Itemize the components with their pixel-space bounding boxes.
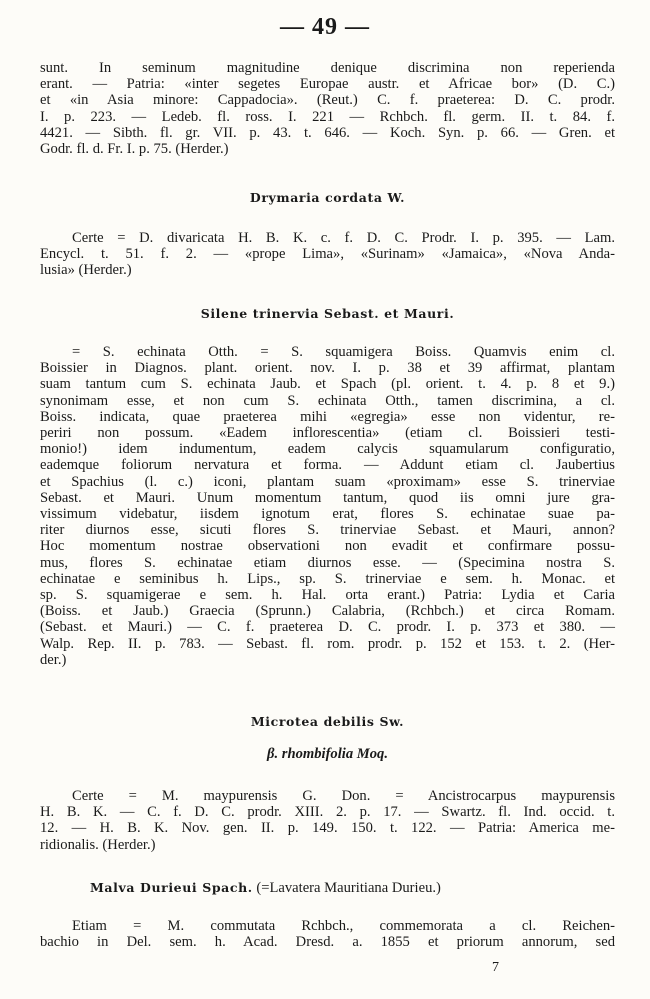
text-line: riter diurnos esse, sicuti flores S. trinerviae Sebast. et Mauri, annon? xyxy=(40,522,615,539)
paragraph-5 xyxy=(40,918,615,950)
text-line: et «in Asia minore: Cappadocia». (Reut.) C. f. praeterea: D. C. prodr. xyxy=(40,92,615,109)
paragraph-4 xyxy=(40,788,615,853)
text-line: 4421. — Sibth. fl. gr. VII. p. 43. t. 646. — Koch. Syn. p. 66. — Gren. et xyxy=(40,124,615,141)
text-line: echinatae e seminibus h. Lips., sp. S. trinerviae e sem. h. Monac. et xyxy=(40,570,615,587)
text-line: (Sebast. et Mauri.) — C. f. praeterea D. C. prodr. I. p. 373 et 380. — xyxy=(40,619,615,636)
section-heading-microtea: Microtea debilis Sw. xyxy=(250,714,405,729)
text-line: eademque foliorum nervatura et forma. — Addunt etiam cl. Jaubertius xyxy=(40,457,615,474)
text-line: Sebast. et Mauri. Unum momentum tantum, quod iis omni jure gra- xyxy=(40,489,615,506)
text-line: I. p. 223. — Ledeb. fl. ross. I. 221 — Rchbch. fl. germ. II. t. 84. f. xyxy=(40,108,615,125)
paragraph-2 xyxy=(40,230,615,279)
text-line: bachio in Del. sem. h. Acad. Dresd. a. 1855 et priorum annorum, sed xyxy=(40,934,615,951)
synonym-note: (=Lavatera Mauritiana Durieu.) xyxy=(256,880,441,896)
taxon-name: Malva Durieui Spach. xyxy=(90,880,253,895)
text-line: Godr. fl. d. Fr. I. p. 75. (Herder.) xyxy=(40,141,229,158)
text-line: (Boiss. et Jaub.) Graecia (Sprunn.) Calabria, (Rchbch.) et circa Romam. xyxy=(40,603,615,620)
text-line: et Spachius (l. c.) iconi, plantam suam «proximam» esse S. trinerviae xyxy=(40,473,615,490)
text-line: Walp. Rep. II. p. 783. — Sebast. fl. rom. prodr. p. 152 et 153. t. 2. (Her- xyxy=(40,635,615,652)
text-line: periri non possum. «Eadem inflorescentia» (etiam cl. Boissieri testi- xyxy=(40,425,615,442)
text-line: synonimam esse, et non cum S. echinata Otth., tamen discrimina, a cl. xyxy=(40,392,615,409)
text-line: der.) xyxy=(40,651,67,668)
page-number: — 49 — xyxy=(280,14,370,40)
text-line: Hoc momentum nostrae observationi non evadit et confirmare possu- xyxy=(40,538,615,555)
text-line: vissimum videbatur, iisdem ignotum erat, flores S. echinatae suae pa- xyxy=(40,506,615,523)
text-line: H. B. K. — C. f. D. C. prodr. XIII. 2. p. 17. — Swartz. fl. Ind. occid. t. xyxy=(40,804,615,821)
section-heading-drymaria: Drymaria cordata W. xyxy=(249,190,406,205)
text-line: mus, flores S. echinatae etiam diurnos esse. — (Specimina nostra S. xyxy=(40,554,615,571)
variety-heading xyxy=(40,746,615,763)
text-line: monio!) idem indumentum, eadem calycis squamularum configuratio, xyxy=(40,441,615,458)
text-line: Etiam = M. commutata Rchbch., commemorata a cl. Reichen- xyxy=(72,918,615,934)
paragraph-1 xyxy=(40,60,615,157)
text-line: erant. — Patria: «inter segetes Europae austr. et Africae bor» (D. C.) xyxy=(40,76,615,93)
text-line: = S. echinata Otth. = S. squamigera Boiss. Quamvis enim cl. xyxy=(72,344,615,360)
text-line: Encycl. t. 51. f. 2. — «prope Lima», «Surinam» «Jamaica», «Nova Anda- xyxy=(40,246,615,263)
text-line: 12. — H. B. K. Nov. gen. II. p. 149. 150. t. 122. — Patria: America me- xyxy=(40,820,615,837)
text-line: suam tantum cum S. echinata Jaub. et Spach (pl. orient. t. 4. p. 8 et 9.) xyxy=(40,376,615,393)
text-line: Boissier in Diagnos. plant. orient. nov. I. p. 38 et 39 affirmat, plantam xyxy=(40,360,615,377)
text-line: Certe = M. maypurensis G. Don. = Ancistrocarpus maypurensis xyxy=(72,788,615,804)
section-heading-silene: Silene trinervia Sebast. et Mauri. xyxy=(200,306,455,321)
text-line: ridionalis. (Herder.) xyxy=(40,836,156,853)
section-heading-malva xyxy=(40,880,615,897)
text-line: lusia» (Herder.) xyxy=(40,262,132,279)
text-line: sp. S. squamigerae e sem. h. Hal. orta erant.) Patria: Lydia et Caria xyxy=(40,587,615,604)
variety-name: β. rhombifolia Moq. xyxy=(267,746,388,762)
signature-mark: 7 xyxy=(492,960,499,975)
paragraph-3 xyxy=(40,344,615,668)
text-line: sunt. In seminum magnitudine denique discrimina non reperienda xyxy=(40,60,615,76)
text-line: Boiss. indicata, quae praeterea mihi «egregia» esse non videntur, re- xyxy=(40,408,615,425)
text-line: Certe = D. divaricata H. B. K. c. f. D. C. Prodr. I. p. 395. — Lam. xyxy=(72,230,615,246)
